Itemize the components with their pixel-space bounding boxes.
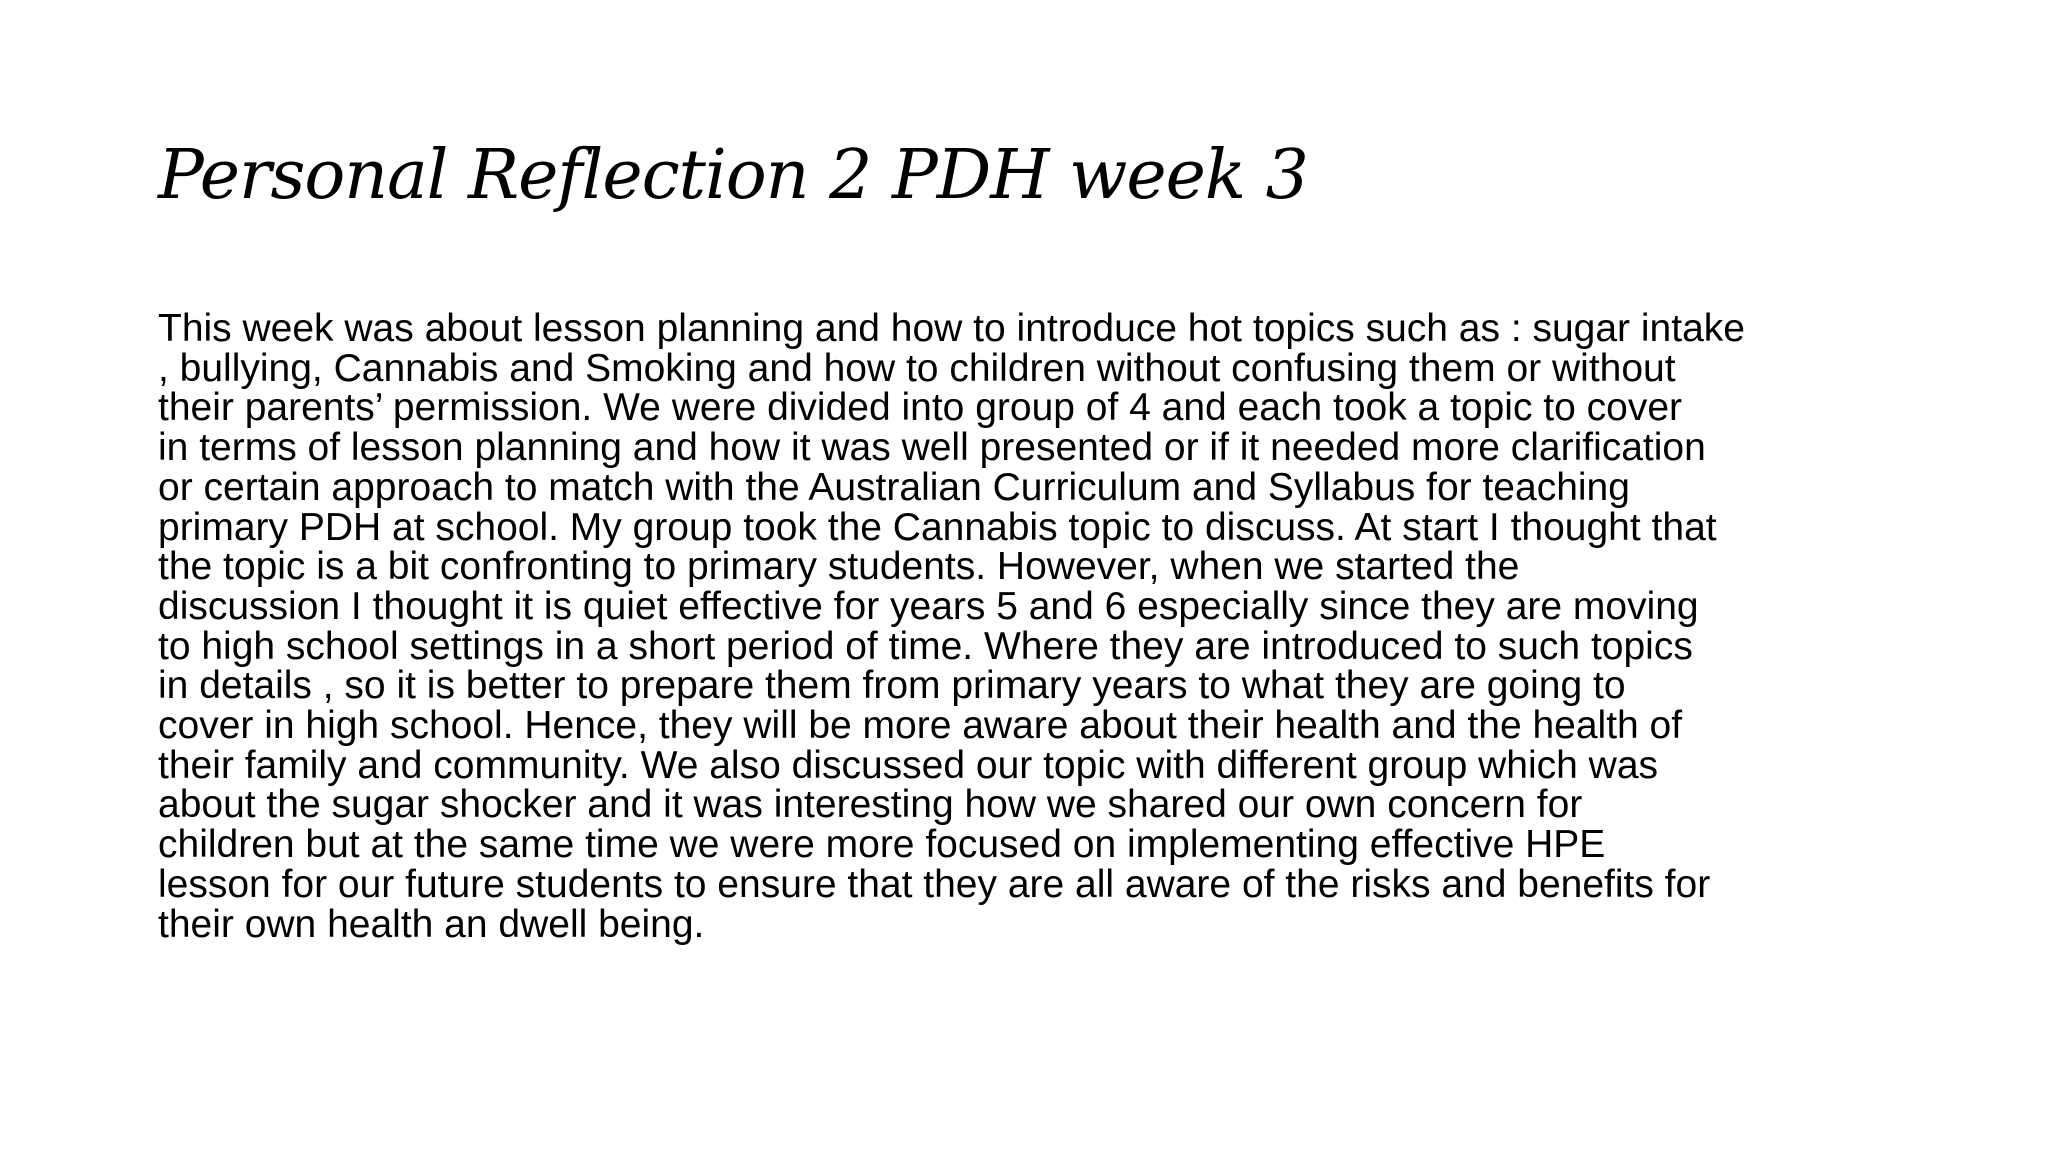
body-line: or certain approach to match with the Australian Curriculum and Syllabus for teaching <box>158 465 1630 509</box>
body-line: children but at the same time we were more focused on implementing effective HPE <box>158 823 1606 867</box>
body-line: their family and community. We also discussed our topic with different group which was <box>158 743 1659 787</box>
body-line: discussion I thought it is quiet effective for years 5 and 6 especially since they are moving <box>158 584 1699 628</box>
body-line: lesson for our future students to ensure that they are all aware of the risks and benefits for <box>158 862 1711 906</box>
body-line: the topic is a bit confronting to primary students. However, when we started the <box>158 545 1520 589</box>
body-line: This week was about lesson planning and how to introduce hot topics such as : sugar intake <box>158 307 1745 350</box>
body-line: to high school settings in a short period of time. Where they are introduced to such topics <box>158 624 1693 668</box>
body-line: primary PDH at school. My group took the Cannabis topic to discuss. At start I thought that <box>158 505 1717 549</box>
body-line: about the sugar shocker and it was interesting how we shared our own concern for <box>158 783 1583 827</box>
slide-title: Personal Reflection 2 PDH week 3 <box>158 136 1308 215</box>
body-line: in terms of lesson planning and how it was well presented or if it needed more clarification <box>158 426 1706 470</box>
slide-body <box>158 309 1918 944</box>
body-line: their parents’ permission. We were divided into group of 4 and each took a topic to cover <box>158 386 1683 430</box>
body-line: in details , so it is better to prepare them from primary years to what they are going to <box>158 664 1626 708</box>
body-line: , bullying, Cannabis and Smoking and how to children without confusing them or without <box>158 346 1676 390</box>
body-line: their own health an dwell being. <box>158 902 705 946</box>
body-line: cover in high school. Hence, they will be more aware about their health and the health of <box>158 704 1683 748</box>
